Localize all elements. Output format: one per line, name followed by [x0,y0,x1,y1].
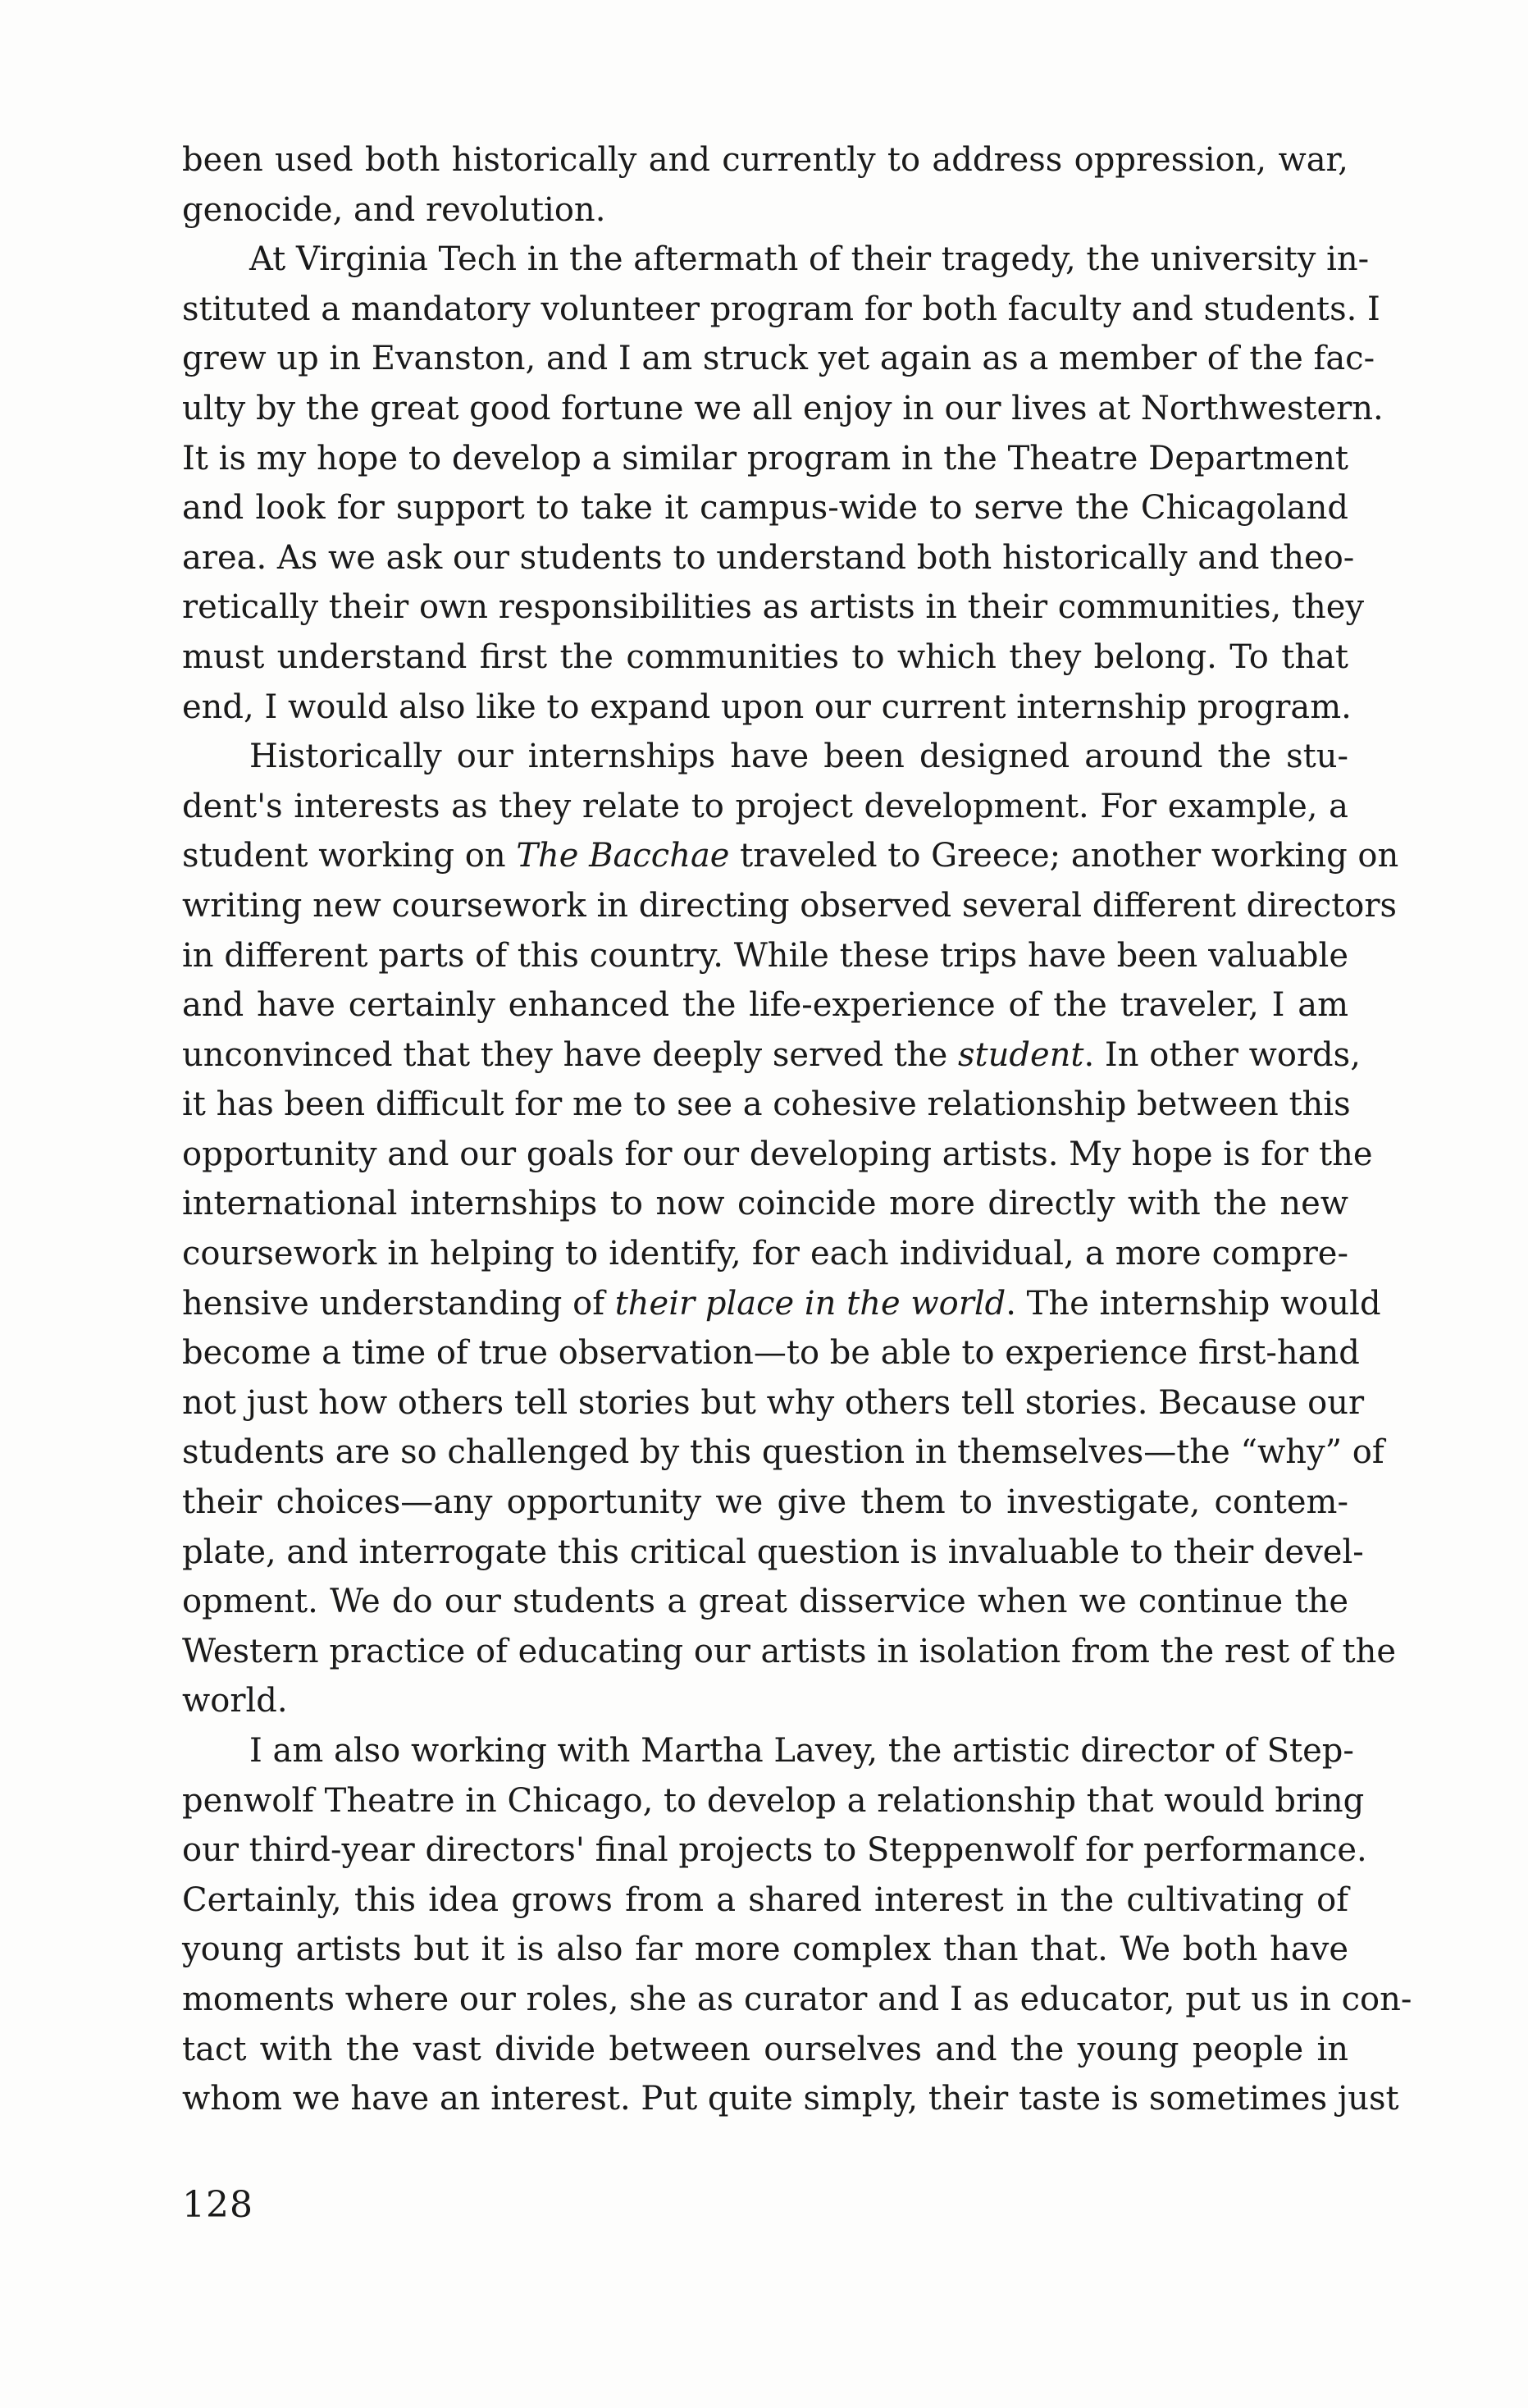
text-line: international internships to now coincide more directly with the new [182,1185,1348,1223]
text-line: end, I would also like to expand upon our current internship program. [182,688,1352,726]
text-line: I am also working with Martha Lavey, the artistic director of Step- [249,1732,1354,1770]
italic-phrase: their place in the world [614,1284,1006,1323]
text-line: world. [182,1682,288,1720]
italic-phrase: The Bacchae [516,837,730,875]
text-line: moments where our roles, she as curator and I as educator, put us in con- [182,1980,1412,2018]
text-run: student working on [182,837,517,875]
text-line: stituted a mandatory volunteer program for both faculty and students. I [182,290,1380,328]
text-line: whom we have an interest. Put quite simply, their taste is sometimes just [182,2080,1399,2118]
text-run: hensive understanding of [182,1284,615,1323]
text-line: penwolf Theatre in Chicago, to develop a relationship that would bring [182,1781,1365,1820]
text-line: genocide, and revolution. [182,190,606,229]
text-line: Certainly, this idea grows from a shared interest in the cultivating of [182,1880,1348,1919]
text-line: our third-year directors' final projects to Steppenwolf for performance. [182,1831,1367,1870]
text-line: plate, and interrogate this critical question is invaluable to their devel- [182,1533,1364,1571]
text-line: young artists but it is also far more complex than that. We both have [182,1931,1348,1969]
text-line: in different parts of this country. While these trips have been valuable [182,936,1348,975]
text-line: become a time of true observation—to be able to experience first-hand [182,1334,1360,1373]
text-line: Historically our internships have been designed around the stu- [249,738,1348,776]
text-line [182,1030,1361,1081]
text-line: opment. We do our students a great disservice when we continue the [182,1583,1348,1621]
text-line: dent's interests as they relate to project development. For example, a [182,787,1348,825]
text-line: retically their own responsibilities as artists in their communities, they [182,588,1365,627]
text-line: writing new coursework in directing observed several different directors [182,886,1398,925]
text-line: and have certainly enhanced the life-experience of the traveler, I am [182,986,1348,1025]
text-line: At Virginia Tech in the aftermath of their tragedy, the university in- [249,240,1370,279]
text-line: their choices—any opportunity we give them to investigate, contem- [182,1483,1348,1522]
text-line: students are so challenged by this question in themselves—the “why” of [182,1433,1384,1472]
body-text [182,135,1412,2124]
text-run: traveled to Greece; another working on [729,837,1399,875]
text-line: must understand first the communities to which they belong. To that [182,637,1348,676]
text-line: ulty by the great good fortune we all enjoy in our lives at Northwestern. [182,389,1384,427]
text-run: . The internship would [1006,1284,1381,1323]
text-line: tact with the vast divide between ourselves and the young people in [182,2030,1348,2068]
italic-phrase: student [958,1035,1084,1074]
text-line: Western practice of educating our artists in isolation from the rest of the [182,1632,1397,1670]
text-run: unconvinced that they have deeply served the [182,1035,958,1074]
text-line [182,1279,1381,1329]
text-run: . In other words, [1083,1035,1361,1074]
text-line: it has been difficult for me to see a cohesive relationship between this [182,1085,1351,1124]
text-line: been used both historically and currently to address oppression, war, [182,141,1348,179]
text-line: opportunity and our goals for our developing artists. My hope is for the [182,1135,1373,1173]
text-line: coursework in helping to identify, for each individual, a more compre- [182,1235,1348,1273]
text-line: and look for support to take it campus-wide to serve the Chicagoland [182,489,1348,528]
text-line: area. As we ask our students to understand both historically and theo- [182,538,1355,577]
page-number: 128 [182,2184,253,2226]
text-line [182,831,1399,881]
text-line: grew up in Evanston, and I am struck yet again as a member of the fac- [182,340,1375,378]
text-line: not just how others tell stories but why others tell stories. Because our [182,1383,1365,1422]
text-line: It is my hope to develop a similar program in the Theatre Department [182,439,1348,477]
